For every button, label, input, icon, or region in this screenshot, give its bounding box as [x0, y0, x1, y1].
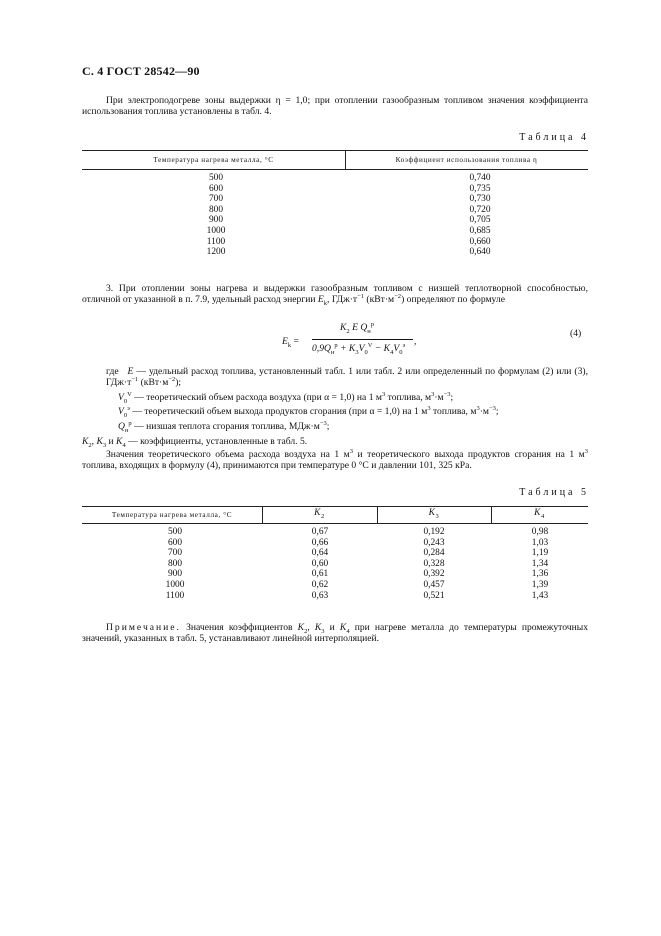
definition-v0v	[118, 392, 453, 403]
formula-denominator	[312, 343, 405, 354]
note-k4-sub: 4	[346, 627, 350, 635]
table5-k3-cell: 0,392	[423, 569, 445, 580]
ek-unit-alt: (кВт·м	[364, 294, 395, 306]
table5-k4-cell: 1,43	[531, 590, 549, 601]
table4-temperature-cell: 1100	[206, 236, 226, 247]
table5-temperature-cell: 800	[167, 558, 183, 569]
table5-temperature-column	[150, 527, 200, 601]
table4-temperature-cell: 1200	[206, 247, 226, 258]
table4-temperature-cell: 700	[208, 194, 224, 205]
paragraph-gas-fuel-tail: ) определяют по формуле	[401, 294, 505, 306]
table5-header-rule	[82, 523, 588, 524]
definition-k	[82, 436, 307, 447]
formula-fraction-bar	[312, 339, 413, 340]
def-q-sup: р	[128, 419, 132, 427]
paragraph-gas-fuel	[82, 283, 588, 308]
den-q-sup: р	[334, 341, 338, 349]
para4-a: Значения теоретического объема расхода воздуха на 1 м	[106, 449, 350, 460]
table5-caption: Таблица 5	[519, 487, 589, 498]
def-v0e-u3: 3	[476, 404, 480, 412]
table5-k2-cell: 0,64	[311, 548, 329, 559]
table4-top-rule	[82, 150, 588, 151]
note-k4: K	[339, 622, 347, 633]
table5-k2-cell: 0,67	[311, 527, 329, 537]
den-k4: − K	[372, 343, 391, 354]
table5-header-k3	[377, 508, 491, 519]
table4-coefficient-cell: 0,720	[469, 204, 491, 215]
note-and: и	[324, 622, 340, 633]
num-eq: E Q	[352, 322, 368, 333]
table5-k4-cell: 0,98	[531, 527, 549, 537]
para4-c: топлива, входящих в формулу (4), принимаются при температуре 0 °С и давлении 101, 325 кРа.	[82, 460, 472, 472]
table4-coefficient-cell: 0,640	[469, 247, 491, 258]
table5-k3-sub: 3	[435, 512, 440, 520]
formula-numerator	[340, 322, 374, 333]
def-q-end: ;	[326, 421, 330, 432]
den-k3-sub: 3	[355, 348, 359, 356]
table5-temperature-cell: 700	[167, 548, 183, 559]
table4-caption: Таблица 4	[519, 132, 589, 143]
def-k3: K	[96, 436, 103, 447]
def-v0e-sub: 0	[123, 411, 128, 419]
def-k4: K	[116, 436, 123, 447]
table5-k4-column	[510, 527, 570, 601]
ek-unit-exp: −1	[357, 293, 365, 301]
table5-top-rule	[82, 506, 588, 507]
def-v0v-um3: −3	[443, 390, 451, 398]
definition-q	[118, 421, 329, 432]
table4-temperature-column	[186, 173, 246, 258]
table4-coefficient-cell: 0,735	[469, 183, 491, 194]
den-k3: + K	[337, 343, 356, 354]
table5-k4-cell: 1,39	[531, 579, 549, 590]
table5-k3-column	[404, 527, 464, 601]
def-q-symbol: Q	[118, 421, 125, 432]
note-label: Примечание.	[106, 622, 181, 633]
table4-coefficient-cell: 0,730	[469, 194, 491, 205]
def-v0e-dot: ·м	[479, 406, 489, 417]
page-header: С. 4 ГОСТ 28542—90	[82, 64, 200, 78]
def-k-text: — коэффициенты, установленные в табл. 5.	[125, 436, 308, 447]
def-e-end: );	[175, 377, 182, 389]
table4-temperature-cell: 800	[208, 204, 224, 215]
def-v0v-symbol: V	[118, 392, 124, 403]
table5-k4-cell: 1,19	[531, 548, 549, 559]
table5-header-temperature: Температура нагрева металла, °С	[111, 511, 233, 519]
note-b: при нагреве металла до температуры промежуточных значений, указанных в табл. 5, устанавливают линейной интерполяцией.	[82, 622, 588, 645]
def-v0e-symbol: V	[118, 406, 124, 417]
ek-unit: , ГДж·т	[327, 294, 358, 306]
table5-k2-cell: 0,63	[311, 590, 329, 601]
formula-lhs	[282, 336, 299, 347]
den-k4-sub: 4	[390, 348, 394, 356]
table5-k2-cell: 0,66	[311, 537, 329, 548]
table5-k3-cell: 0,243	[423, 537, 445, 548]
ek-symbol: E	[317, 294, 324, 306]
table4-coefficient-cell: 0,705	[469, 215, 491, 226]
table5-k2-cell: 0,60	[311, 558, 329, 569]
table4-header-temperature: Температура нагрева металла, °С	[153, 156, 274, 164]
table5-k2-sub: 2	[321, 512, 325, 520]
def-v0v-m3: 3	[381, 390, 386, 398]
def-e-text: — удельный расход топлива, установленный табл. 1 или табл. 2 или определенный по формулам (2) или (3), ГДж·т	[106, 366, 588, 389]
table5-temperature-cell: 900	[167, 569, 183, 580]
table5-temperature-cell: 1100	[165, 590, 185, 601]
note-k3-sub: 3	[321, 627, 325, 635]
def-v0e-text: — теоретический объем выхода продуктов сгорания (при α = 1,0) на 1 м	[129, 406, 428, 417]
table5-header-k2	[262, 508, 377, 519]
para4-b3: 3	[584, 447, 588, 455]
ek-subscript: k	[323, 300, 328, 308]
table5-k4-cell: 1,36	[531, 569, 549, 580]
note-a: Значения коэффициентов	[180, 622, 298, 633]
den-v0e: V	[393, 343, 400, 354]
table5-k3-symbol: K	[428, 508, 436, 518]
table5-k2-cell: 0,61	[311, 569, 329, 580]
note-sep: ,	[307, 622, 315, 633]
table5-k4-symbol: K	[534, 508, 541, 518]
den-v0v: V	[358, 343, 365, 354]
def-k4-sub: 4	[122, 441, 126, 449]
table5-k3-cell: 0,328	[423, 558, 445, 569]
num-q-sub: н	[367, 327, 371, 335]
def-q-exp: −3	[319, 419, 327, 427]
note-k2-sub: 2	[304, 627, 308, 635]
ek-unit-alt-exp: −2	[394, 293, 402, 301]
num-k2-sub: 2	[346, 327, 350, 335]
table5-k3-cell: 0,521	[423, 590, 445, 601]
def-v0v-u3: 3	[431, 390, 435, 398]
table5-header-k4	[491, 508, 588, 519]
formula-lhs-sub: k	[287, 341, 292, 349]
table4-coefficient-cell: 0,685	[469, 225, 491, 236]
table4-coefficient-cell: 0,740	[469, 173, 491, 183]
formula-equals: =	[293, 336, 299, 347]
def-v0e-end: ;	[495, 406, 499, 417]
table4-temperature-cell: 500	[208, 173, 224, 183]
num-k2: K	[340, 322, 347, 333]
table4-temperature-cell: 600	[208, 183, 224, 194]
paragraph-electro-heating: При электроподогреве зоны выдержки η = 1,0; при отоплении газообразным топливом значения коэффициента использования топлива установлены в табл. 4.	[82, 95, 588, 118]
table4-header-coefficient: Коэффициент использования топлива η	[395, 156, 538, 164]
formula-number: (4)	[570, 328, 582, 339]
def-v0v-sub: 0	[123, 397, 128, 405]
def-v0v-end: ;	[450, 392, 454, 403]
den-q: 0,9Q	[312, 343, 331, 354]
table5-k4-sub: 4	[541, 512, 545, 520]
defs-where: где	[106, 366, 119, 377]
table4-coefficient-cell: 0,660	[469, 236, 491, 247]
table5-k4-cell: 1,03	[531, 537, 549, 548]
note-k2: K	[297, 622, 305, 633]
definition-v0e	[118, 406, 499, 417]
def-q-sub: н	[124, 426, 129, 434]
note-k3: K	[314, 622, 322, 633]
def-v0v-text: — теоретический объем расхода воздуха (при α = 1,0) на 1 м	[131, 392, 382, 403]
num-q-sup: р	[370, 320, 374, 328]
def-v0e-sup: э	[127, 404, 130, 412]
table4-coefficient-column	[450, 173, 510, 258]
def-k-and: и	[106, 436, 117, 447]
table4-temperature-cell: 900	[208, 215, 224, 226]
def-e-exp: −1	[131, 376, 139, 384]
table5-temperature-cell: 500	[167, 527, 183, 537]
den-q-sub: н	[330, 348, 335, 356]
def-k3-sub: 3	[102, 441, 107, 449]
def-v0v-unit: топлива, м	[385, 392, 432, 403]
def-e-exp2: −2	[168, 376, 176, 384]
def-v0v-dot: ·м	[434, 392, 444, 403]
para4-a3: 3	[349, 447, 353, 455]
table5-temperature-cell: 1000	[165, 579, 185, 590]
table5-temperature-cell: 600	[167, 537, 183, 548]
def-v0e-unit: топлива, м	[430, 406, 477, 417]
def-k2-sub: 2	[88, 441, 92, 449]
table5-note	[82, 622, 588, 644]
table4-temperature-cell: 1000	[206, 225, 226, 236]
def-q-text: — низшая теплота сгорания топлива, МДж·м	[131, 421, 320, 432]
den-v0e-sub: 0	[399, 348, 403, 356]
table5-k2-column	[290, 527, 350, 601]
den-v0v-sub: 0	[364, 348, 368, 356]
table5-k3-cell: 0,457	[423, 579, 445, 590]
table5-k4-cell: 1,34	[531, 558, 549, 569]
def-k2: K	[82, 436, 89, 447]
den-v0v-sup: V	[367, 341, 373, 349]
formula-lhs-symbol: E	[282, 336, 288, 347]
paragraph-gas-fuel-lead: 3. При отоплении зоны нагрева и выдержки газообразным топливом с низшей теплотворной способностью, отличной от указанной в п. 7.9, удельный расход энергии	[82, 283, 588, 306]
den-v0e-sup: э	[402, 341, 406, 349]
formula-trailing-comma: ,	[414, 336, 417, 347]
def-k-sep: ,	[91, 436, 97, 447]
def-e-symbol: E	[127, 366, 134, 377]
table5-k3-cell: 0,192	[423, 527, 445, 537]
table4-header-rule	[82, 169, 588, 170]
paragraph-theoretical-volume	[82, 449, 588, 471]
para4-b: и теоретического выхода продуктов сгорания на 1 м	[353, 449, 585, 460]
def-e-paren: (кВт·м	[138, 377, 169, 389]
def-v0e-m3: 3	[427, 404, 431, 412]
table5-k2-symbol: K	[314, 508, 321, 518]
table5-k2-cell: 0,62	[311, 579, 329, 590]
def-v0e-um3: −3	[488, 404, 496, 412]
table5-k3-cell: 0,284	[423, 548, 445, 559]
def-v0v-sup: V	[127, 390, 132, 398]
definition-e	[106, 366, 588, 388]
